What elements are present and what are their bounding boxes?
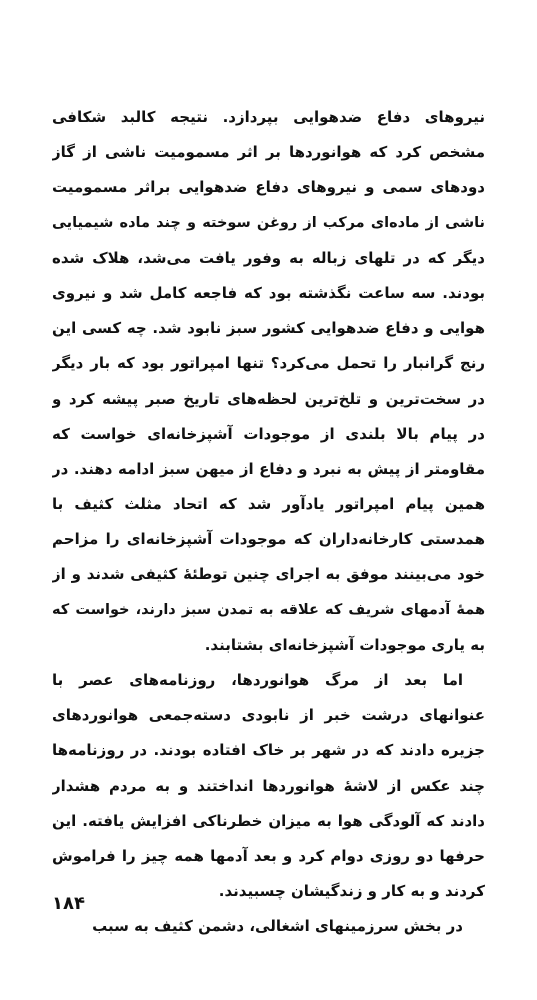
text-line: عنوانهای درشت خبر از نابودی دسته‌جمعی هوانوردهای [52,706,485,725]
text-line: همین پیام امپراتور یادآور شد که اتحاد مثلث کثیف با [52,495,485,514]
text-line: همدستی کارخانه‌داران که موجودات آشپزخانه‌ای را مزاحم [52,530,485,549]
text-line: هوایی و دفاع ضدهوایی کشور سبز نابود شد. چه کسی این [52,319,485,338]
text-line: نیروهای دفاع ضدهوایی بپردازد. نتیجه کالبد شکافی [52,108,485,126]
text-line: در سخت‌ترین و تلخ‌ترین لحظه‌های تاریخ صبر پیشه کرد و [52,389,485,408]
text-line-paragraph-start: اما بعد از مرگ هوانوردها، روزنامه‌های عصر با [52,671,463,689]
text-line: دادند که آلودگی هوا به میزان خطرناکی افزایش یافته. این [52,811,485,830]
text-line: در پیام بالا بلندی از موجودات آشپزخانه‌ای خواست که [52,424,485,443]
text-line: رنج گرانبار را تحمل می‌کرد؟ تنها امپراتور بود که بار دیگر [52,354,485,373]
text-line: دودهای سمی و نیروهای دفاع ضدهوایی براثر مسمومیت [52,178,485,197]
body-text [52,100,485,945]
text-line-paragraph-start: در بخش سرزمینهای اشغالی، دشمن کثیف به سبب [92,917,463,936]
page-number: ۱۸۴ [52,893,85,914]
text-line: دیگر که در تلهای زباله به وفور یافت می‌شد، هلاک شده [52,248,485,267]
text-line-paragraph-end: به یاری موجودات آشپزخانه‌ای بشتابند. [204,635,485,654]
text-line: مشخص کرد که هوانوردها بر اثر مسمومیت ناشی از گاز [52,143,485,162]
text-line: ناشی از ماده‌ای مرکب از روغن سوخته و چند ماده شیمیایی [52,214,485,231]
text-line: جزیره دادند که در شهر بر خاک افتاده بودند. در روزنامه‌ها [52,741,485,760]
text-line: بودند. سه ساعت نگذشته بود که فاجعه کامل شد و نیروی [52,283,485,302]
text-line: مقاومتر از پیش به نبرد و دفاع از میهن سبز ادامه دهند. در [52,459,485,478]
text-line: چند عکس از لاشهٔ هوانوردها انداختند و به مردم هشدار [52,776,485,795]
text-line: حرفها دو روزی دوام کرد و بعد آدمها همه چیز را فراموش [52,846,485,865]
text-line: خود می‌بینند موفق به اجرای چنین توطئهٔ کثیفی شدند و از [52,565,485,584]
text-line: همهٔ آدمهای شریف که علاقه به تمدن سبز دارند، خواست که [52,601,485,618]
text-line-paragraph-end: کردند و به کار و زندگیشان چسبیدند. [218,882,485,901]
